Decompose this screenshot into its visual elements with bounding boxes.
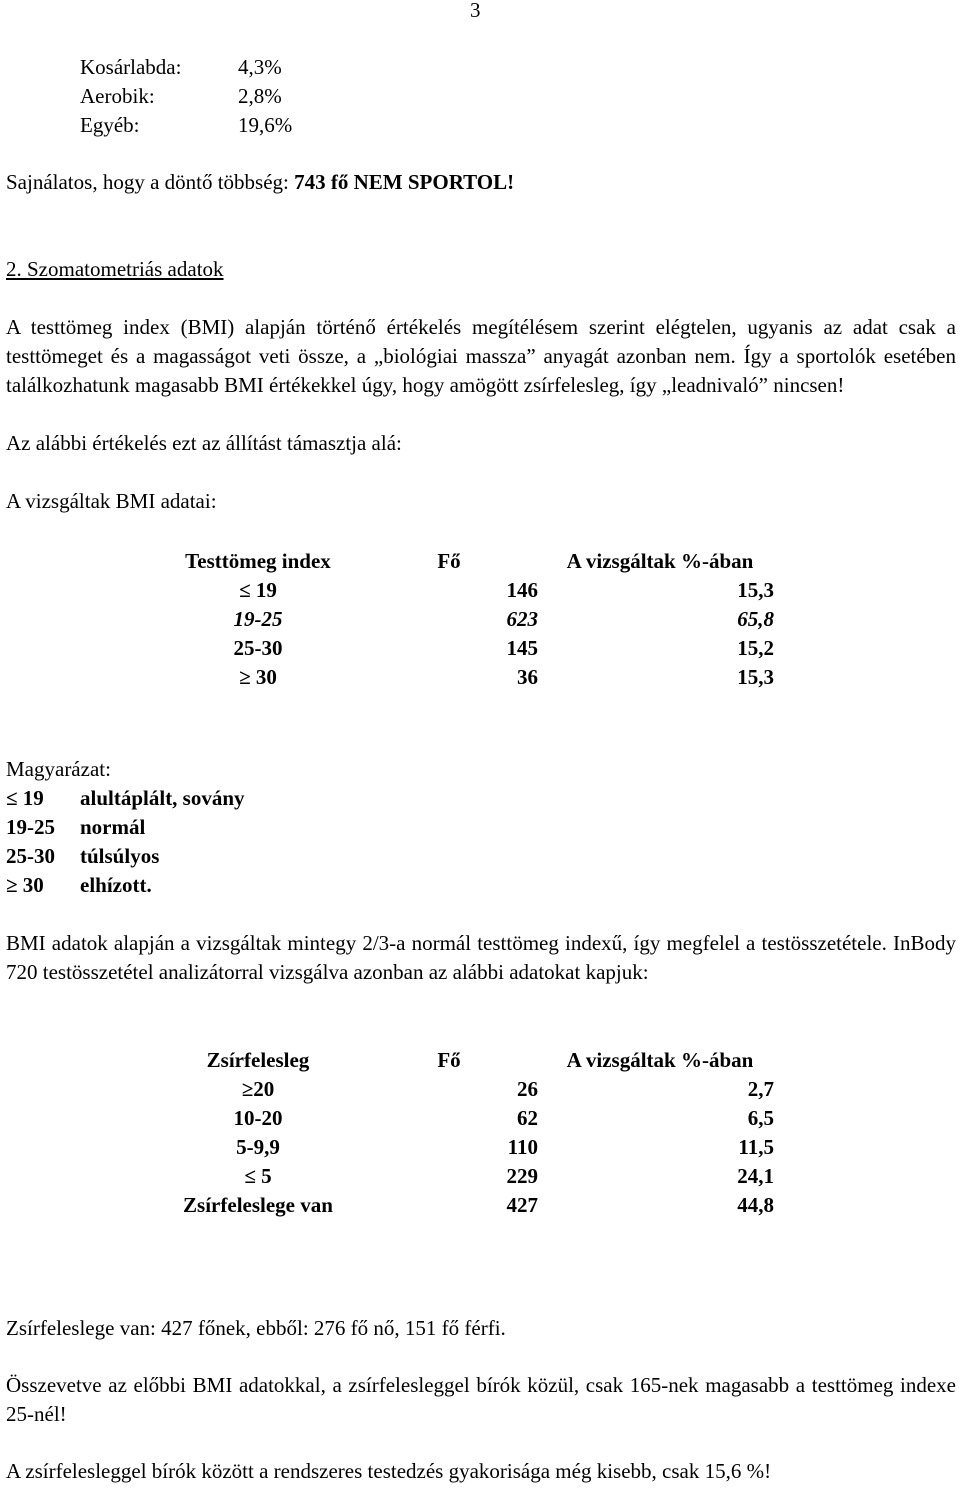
- fat-category: ≥20: [241, 1077, 275, 1101]
- legend-key: ≥ 30: [6, 873, 44, 897]
- bmi-percent: 65,8: [737, 607, 774, 631]
- table-row: [160, 605, 778, 634]
- section-heading: 2. Szomatometriás adatok: [6, 257, 224, 281]
- sad-note: [6, 168, 514, 197]
- table-row: [160, 1162, 778, 1191]
- table-row: [160, 1075, 778, 1104]
- fat-count: 26: [517, 1077, 538, 1101]
- legend-desc: normál: [80, 815, 146, 839]
- header-bmi: Testtömeg index: [185, 549, 331, 573]
- table-header-row: [160, 543, 778, 576]
- legend-desc: túlsúlyos: [80, 844, 160, 868]
- fat-count: 427: [506, 1193, 538, 1217]
- bmi-count: 145: [506, 636, 538, 660]
- legend-desc: elhízott.: [80, 873, 152, 897]
- fat-percent: 44,8: [737, 1193, 774, 1217]
- fat-percent: 2,7: [747, 1077, 774, 1101]
- sport-label-basketball: Kosárlabda:: [80, 55, 182, 79]
- legend-key: 19-25: [6, 815, 55, 839]
- fat-count: 110: [507, 1135, 538, 1159]
- table-header-row: [160, 1042, 778, 1075]
- bmi-count: 146: [506, 578, 538, 602]
- comparison-paragraph: Összevetve az előbbi BMI adatokkal, a zsírfelesleggel bírók közül, csak 165-nek magasabb a testtömeg indexe 25-nél!: [6, 1373, 956, 1426]
- header-percent: A vizsgáltak %-ában: [566, 549, 754, 573]
- bmi-conclusion: BMI adatok alapján a vizsgáltak mintegy 2/3-a normál testtömeg indexű, így megfelel a testösszetétele. InBody 720 testösszetétel analizátorral vizsgálva azonban az alábbi adatokat kapjuk:: [6, 931, 956, 984]
- page-number: 3: [470, 0, 481, 22]
- bmi-category: ≥ 30: [239, 665, 277, 689]
- fat-percent: 24,1: [737, 1164, 774, 1188]
- legend-desc: alultáplált, sovány: [80, 786, 245, 810]
- table-row: [160, 576, 778, 605]
- table-row: [160, 663, 778, 692]
- sad-note-prefix: Sajnálatos, hogy a döntő többség:: [6, 170, 295, 194]
- bmi-percent: 15,2: [737, 636, 774, 660]
- fat-note: Zsírfeleslege van: 427 főnek, ebből: 276 fő nő, 151 fő férfi.: [6, 1316, 506, 1340]
- legend-title: Magyarázat:: [6, 757, 111, 781]
- table-row: [160, 634, 778, 663]
- fat-percent: 11,5: [738, 1135, 774, 1159]
- sport-label-aerobic: Aerobik:: [80, 84, 155, 108]
- sport-label-other: Egyéb:: [80, 113, 140, 137]
- fat-count: 229: [506, 1164, 538, 1188]
- header-fat: Zsírfelesleg: [206, 1048, 310, 1072]
- fat-table: [160, 1042, 778, 1228]
- bmi-category: ≤ 19: [239, 578, 277, 602]
- table-row: [160, 1133, 778, 1162]
- table-row: [160, 1191, 778, 1228]
- sad-note-bold: 743 fő NEM SPORTOL!: [294, 170, 515, 194]
- header-percent: A vizsgáltak %-ában: [566, 1048, 754, 1072]
- legend-key: ≤ 19: [6, 786, 44, 810]
- bmi-caption: A vizsgáltak BMI adatai:: [6, 489, 217, 513]
- header-count: Fő: [437, 1048, 461, 1072]
- fat-category: 10-20: [233, 1106, 283, 1130]
- bmi-table: [160, 543, 778, 692]
- fat-percent: 6,5: [747, 1106, 774, 1130]
- fat-category: Zsírfeleslege van: [183, 1193, 333, 1217]
- bmi-category: 19-25: [233, 607, 283, 631]
- bmi-count: 36: [517, 665, 538, 689]
- sport-value-basketball: 4,3%: [238, 55, 282, 79]
- bmi-count: 623: [506, 607, 538, 631]
- table-row: [160, 1104, 778, 1133]
- bmi-percent: 15,3: [737, 578, 774, 602]
- bmi-percent: 15,3: [737, 665, 774, 689]
- legend-key: 25-30: [6, 844, 55, 868]
- intro-paragraph: A testtömeg index (BMI) alapján történő értékelés megítélésem szerint elégtelen, ugyanis az adat csak a testtömeget és a magasságot veti össze, a „biológiai massza” anyagát azonban nem. Így a sportolók esetében találkozhatunk magasabb BMI értékekkel úgy, hogy amögött zsírfelesleg, így „leadnivaló” nincsen!: [6, 315, 956, 397]
- fat-category: ≤ 5: [244, 1164, 272, 1188]
- final-note: A zsírfelesleggel bírók között a rendszeres testedzés gyakorisága még kisebb, csak 15,6 %!: [6, 1459, 772, 1483]
- sport-value-other: 19,6%: [238, 113, 293, 137]
- sport-value-aerobic: 2,8%: [238, 84, 282, 108]
- bmi-category: 25-30: [233, 636, 283, 660]
- fat-category: 5-9,9: [236, 1135, 280, 1159]
- header-count: Fő: [437, 549, 461, 573]
- support-line: Az alábbi értékelés ezt az állítást támasztja alá:: [6, 431, 402, 455]
- fat-count: 62: [517, 1106, 538, 1130]
